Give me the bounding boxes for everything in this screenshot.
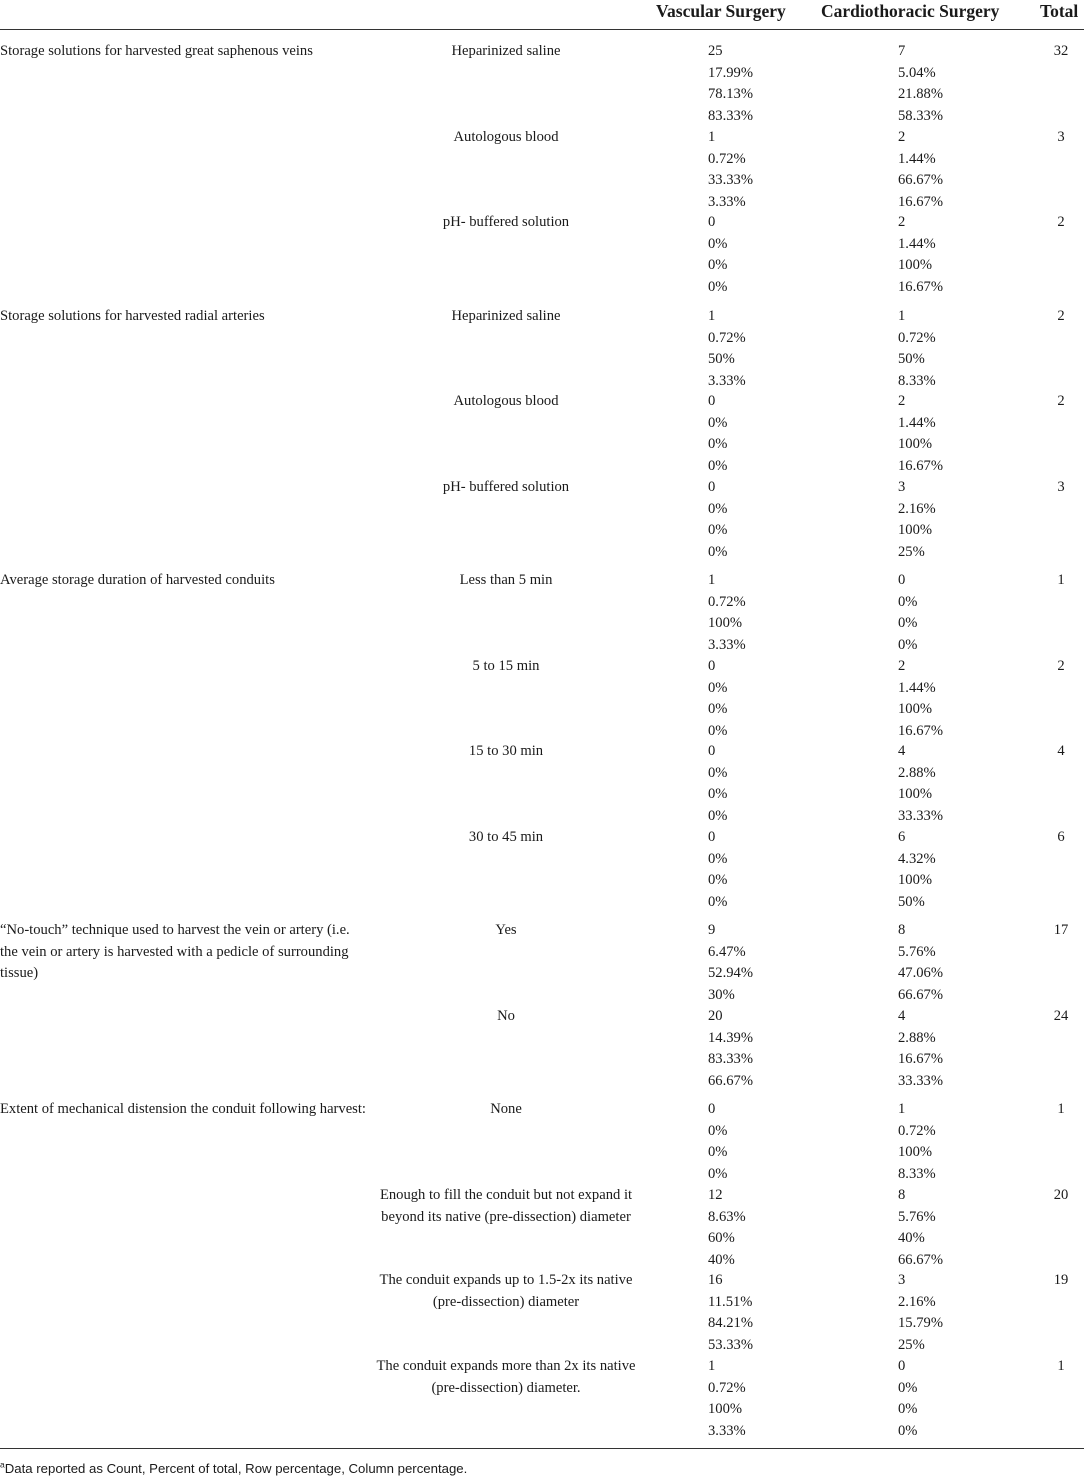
cardiothoracic-value: 8.33% bbox=[898, 1165, 936, 1182]
cardiothoracic-value: 0.72% bbox=[898, 329, 936, 346]
cardiothoracic-value: 100% bbox=[898, 436, 933, 453]
vascular-value: 11.51% bbox=[708, 1293, 753, 1310]
cardiothoracic-value: 2.88% bbox=[898, 1029, 936, 1046]
cardiothoracic-value: 8 bbox=[898, 922, 906, 939]
option-label: pH- buffered solution bbox=[442, 479, 570, 496]
option-label: pH- buffered solution bbox=[442, 214, 570, 231]
vascular-value: 1 bbox=[708, 129, 716, 146]
category-label: Storage solutions for harvested radial arteries bbox=[0, 308, 265, 325]
option-label: Less than 5 min bbox=[459, 572, 553, 589]
cardiothoracic-value: 0% bbox=[898, 615, 918, 632]
footnote bbox=[0, 1461, 467, 1477]
cardiothoracic-value: 1 bbox=[898, 1101, 906, 1118]
cardiothoracic-value: 66.67% bbox=[898, 172, 943, 189]
option-label: Autologous blood bbox=[453, 393, 559, 410]
cardiothoracic-value: 100% bbox=[898, 872, 933, 889]
vascular-value: 0 bbox=[708, 658, 716, 675]
vascular-value: 14.39% bbox=[708, 1029, 753, 1046]
vascular-value: 8.63% bbox=[708, 1208, 746, 1225]
total-value: 2 bbox=[1057, 308, 1065, 325]
vascular-value: 1 bbox=[708, 1358, 716, 1375]
cardiothoracic-value: 0 bbox=[898, 1358, 906, 1375]
vascular-value: 0% bbox=[708, 414, 728, 431]
cardiothoracic-value: 16.67% bbox=[898, 457, 943, 474]
cardiothoracic-value: 40% bbox=[898, 1230, 925, 1247]
total-value: 3 bbox=[1057, 129, 1065, 146]
vascular-value: 52.94% bbox=[708, 965, 753, 982]
vascular-value: 0% bbox=[708, 679, 728, 696]
vascular-value: 0% bbox=[708, 522, 728, 539]
vascular-value: 1 bbox=[708, 572, 716, 589]
cardiothoracic-value: 5.04% bbox=[898, 64, 936, 81]
vascular-value: 0% bbox=[708, 786, 728, 803]
vascular-value: 0 bbox=[708, 214, 716, 231]
cardiothoracic-value: 0% bbox=[898, 1379, 918, 1396]
vascular-value: 12 bbox=[708, 1187, 723, 1204]
vascular-value: 0 bbox=[708, 743, 716, 760]
vascular-value: 9 bbox=[708, 922, 716, 939]
cardiothoracic-value: 2.16% bbox=[898, 500, 936, 517]
vascular-value: 0.72% bbox=[708, 150, 746, 167]
cardiothoracic-value: 3 bbox=[898, 1272, 906, 1289]
cardiothoracic-value: 1 bbox=[898, 308, 906, 325]
option-label: Heparinized saline bbox=[451, 43, 561, 60]
category-label: Extent of mechanical distension the conduit following harvest: bbox=[0, 1101, 366, 1118]
cardiothoracic-value: 100% bbox=[898, 1144, 933, 1161]
cardiothoracic-value: 0% bbox=[898, 1422, 918, 1439]
vascular-value: 25 bbox=[708, 43, 723, 60]
footnote-text: Data reported as Count, Percent of total, Row percentage, Column percentage. bbox=[4, 1461, 468, 1476]
cardiothoracic-value: 66.67% bbox=[898, 1251, 943, 1268]
option-label: Yes bbox=[495, 922, 517, 939]
cardiothoracic-value: 50% bbox=[898, 893, 925, 910]
cardiothoracic-value: 7 bbox=[898, 43, 906, 60]
cardiothoracic-value: 33.33% bbox=[898, 1072, 943, 1089]
cardiothoracic-value: 100% bbox=[898, 257, 933, 274]
vascular-value: 0% bbox=[708, 1165, 728, 1182]
total-value: 24 bbox=[1053, 1008, 1069, 1025]
cardiothoracic-value: 47.06% bbox=[898, 965, 943, 982]
vascular-value: 53.33% bbox=[708, 1336, 753, 1353]
total-value: 1 bbox=[1057, 1101, 1065, 1118]
cardiothoracic-value: 0% bbox=[898, 1401, 918, 1418]
vascular-value: 30% bbox=[708, 986, 735, 1003]
option-label: 5 to 15 min bbox=[472, 658, 540, 675]
option-label: No bbox=[497, 1008, 515, 1025]
cardiothoracic-value: 4.32% bbox=[898, 850, 936, 867]
cardiothoracic-value: 4 bbox=[898, 1008, 906, 1025]
cardiothoracic-value: 2 bbox=[898, 658, 906, 675]
cardiothoracic-value: 4 bbox=[898, 743, 906, 760]
vascular-value: 0 bbox=[708, 393, 716, 410]
vascular-value: 0% bbox=[708, 701, 728, 718]
total-value: 17 bbox=[1053, 922, 1069, 939]
vascular-value: 1 bbox=[708, 308, 716, 325]
header-total: Total bbox=[1040, 1, 1079, 21]
vascular-value: 0% bbox=[708, 764, 728, 781]
option-label: 30 to 45 min bbox=[468, 829, 544, 846]
option-label: Enough to fill the conduit but not expand it beyond its native (pre-dissection) diameter bbox=[379, 1187, 633, 1225]
option-label: None bbox=[490, 1101, 522, 1118]
vascular-value: 17.99% bbox=[708, 64, 753, 81]
vascular-value: 0.72% bbox=[708, 1379, 746, 1396]
vascular-value: 6.47% bbox=[708, 943, 746, 960]
option-label: Heparinized saline bbox=[451, 308, 561, 325]
vascular-value: 33.33% bbox=[708, 172, 753, 189]
header-vascular: Vascular Surgery bbox=[656, 1, 786, 21]
footnote-marker: a bbox=[0, 1459, 5, 1470]
total-value: 2 bbox=[1057, 214, 1065, 231]
cardiothoracic-value: 100% bbox=[898, 701, 933, 718]
vascular-value: 0 bbox=[708, 829, 716, 846]
vascular-value: 0% bbox=[708, 235, 728, 252]
option-label: The conduit expands up to 1.5-2x its native (pre-dissection) diameter bbox=[379, 1272, 633, 1310]
vascular-value: 83.33% bbox=[708, 1051, 753, 1068]
vascular-value: 50% bbox=[708, 351, 735, 368]
cardiothoracic-value: 25% bbox=[898, 543, 925, 560]
vascular-value: 3.33% bbox=[708, 636, 746, 653]
cardiothoracic-value: 3 bbox=[898, 479, 906, 496]
cardiothoracic-value: 2.16% bbox=[898, 1293, 936, 1310]
cardiothoracic-value: 2 bbox=[898, 393, 906, 410]
option-label: 15 to 30 min bbox=[468, 743, 544, 760]
vascular-value: 40% bbox=[708, 1251, 735, 1268]
cardiothoracic-value: 1.44% bbox=[898, 679, 936, 696]
vascular-value: 0% bbox=[708, 807, 728, 824]
total-value: 19 bbox=[1053, 1272, 1069, 1289]
total-value: 1 bbox=[1057, 1358, 1065, 1375]
cardiothoracic-value: 0% bbox=[898, 636, 918, 653]
vascular-value: 100% bbox=[708, 615, 743, 632]
vascular-value: 0.72% bbox=[708, 329, 746, 346]
cardiothoracic-value: 21.88% bbox=[898, 86, 943, 103]
cardiothoracic-value: 6 bbox=[898, 829, 906, 846]
vascular-value: 66.67% bbox=[708, 1072, 753, 1089]
vascular-value: 0.72% bbox=[708, 593, 746, 610]
total-value: 6 bbox=[1057, 829, 1065, 846]
vascular-value: 0% bbox=[708, 278, 728, 295]
cardiothoracic-value: 66.67% bbox=[898, 986, 943, 1003]
vascular-value: 0 bbox=[708, 1101, 716, 1118]
vascular-value: 0 bbox=[708, 479, 716, 496]
option-label: The conduit expands more than 2x its native (pre-dissection) diameter. bbox=[376, 1358, 636, 1396]
cardiothoracic-value: 50% bbox=[898, 351, 925, 368]
cardiothoracic-value: 5.76% bbox=[898, 943, 936, 960]
vascular-value: 20 bbox=[708, 1008, 723, 1025]
cardiothoracic-value: 16.67% bbox=[898, 278, 943, 295]
cardiothoracic-value: 1.44% bbox=[898, 414, 936, 431]
total-value: 20 bbox=[1053, 1187, 1069, 1204]
vascular-value: 78.13% bbox=[708, 86, 753, 103]
vascular-value: 3.33% bbox=[708, 372, 746, 389]
cardiothoracic-value: 8 bbox=[898, 1187, 906, 1204]
cardiothoracic-value: 2 bbox=[898, 129, 906, 146]
total-value: 1 bbox=[1057, 572, 1065, 589]
cardiothoracic-value: 8.33% bbox=[898, 372, 936, 389]
cardiothoracic-value: 1.44% bbox=[898, 150, 936, 167]
vascular-value: 16 bbox=[708, 1272, 723, 1289]
cardiothoracic-value: 0 bbox=[898, 572, 906, 589]
vascular-value: 100% bbox=[708, 1401, 743, 1418]
vascular-value: 84.21% bbox=[708, 1315, 753, 1332]
option-label: Autologous blood bbox=[453, 129, 559, 146]
cardiothoracic-value: 25% bbox=[898, 1336, 925, 1353]
vascular-value: 0% bbox=[708, 543, 728, 560]
total-value: 4 bbox=[1057, 743, 1065, 760]
vascular-value: 0% bbox=[708, 872, 728, 889]
cardiothoracic-value: 58.33% bbox=[898, 107, 943, 124]
total-value: 2 bbox=[1057, 393, 1065, 410]
vascular-value: 3.33% bbox=[708, 193, 746, 210]
cardiothoracic-value: 2.88% bbox=[898, 764, 936, 781]
total-value: 32 bbox=[1053, 43, 1069, 60]
vascular-value: 60% bbox=[708, 1230, 735, 1247]
vascular-value: 83.33% bbox=[708, 107, 753, 124]
vascular-value: 3.33% bbox=[708, 1422, 746, 1439]
cardiothoracic-value: 100% bbox=[898, 522, 933, 539]
bottom-rule bbox=[0, 1448, 1084, 1449]
top-rule bbox=[0, 29, 1084, 30]
vascular-value: 0% bbox=[708, 257, 728, 274]
vascular-value: 0% bbox=[708, 722, 728, 739]
cardiothoracic-value: 5.76% bbox=[898, 1208, 936, 1225]
cardiothoracic-value: 33.33% bbox=[898, 807, 943, 824]
vascular-value: 0% bbox=[708, 893, 728, 910]
category-label: Average storage duration of harvested conduits bbox=[0, 572, 275, 589]
vascular-value: 0% bbox=[708, 850, 728, 867]
cardiothoracic-value: 16.67% bbox=[898, 722, 943, 739]
category-label: “No-touch” technique used to harvest the vein or artery (i.e. the vein or artery is harvested with a pedicle of surrounding tissue) bbox=[0, 922, 350, 982]
vascular-value: 0% bbox=[708, 436, 728, 453]
cardiothoracic-value: 16.67% bbox=[898, 193, 943, 210]
cardiothoracic-value: 16.67% bbox=[898, 1051, 943, 1068]
header-cardiothoracic: Cardiothoracic Surgery bbox=[821, 1, 1000, 21]
vascular-value: 0% bbox=[708, 1144, 728, 1161]
total-value: 3 bbox=[1057, 479, 1065, 496]
cardiothoracic-value: 15.79% bbox=[898, 1315, 943, 1332]
category-label: Storage solutions for harvested great saphenous veins bbox=[0, 43, 313, 60]
total-value: 2 bbox=[1057, 658, 1065, 675]
cardiothoracic-value: 1.44% bbox=[898, 235, 936, 252]
cardiothoracic-value: 100% bbox=[898, 786, 933, 803]
cardiothoracic-value: 0.72% bbox=[898, 1122, 936, 1139]
cardiothoracic-value: 0% bbox=[898, 593, 918, 610]
vascular-value: 0% bbox=[708, 457, 728, 474]
vascular-value: 0% bbox=[708, 1122, 728, 1139]
vascular-value: 0% bbox=[708, 500, 728, 517]
cardiothoracic-value: 2 bbox=[898, 214, 906, 231]
